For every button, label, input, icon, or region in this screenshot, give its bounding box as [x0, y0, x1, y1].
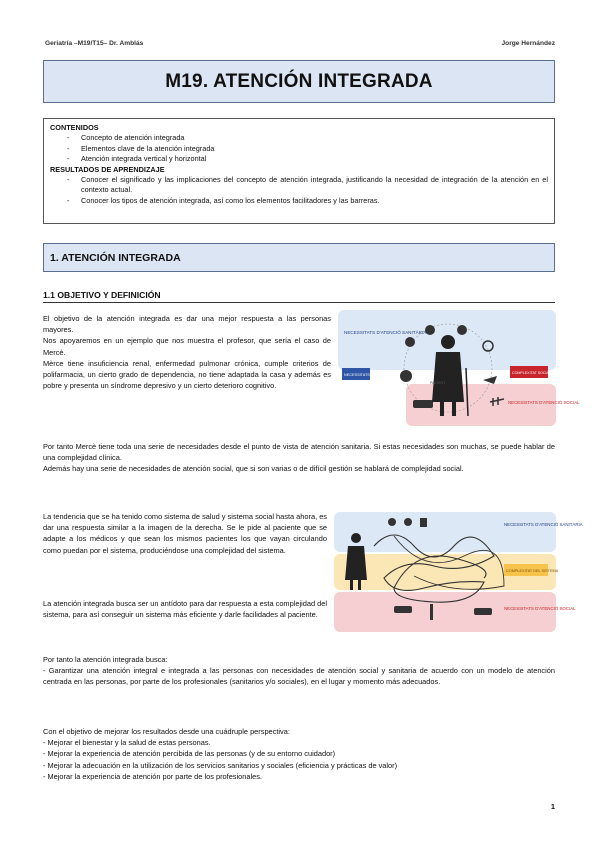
paragraph-antidote: La atención integrada busca ser un antídoto para dar respuesta a esta complejidad del sistema, para así conseguir un sistema más eficiente y darle facilidades al paciente. [43, 599, 327, 620]
paragraph-line: Mèrce tiene insuficiencia renal, enfermedad pulmonar crónica, cumple criterios de polifarmacia, un cierto grado de dependencia, no tiene adaptada la casa y además es pobre y presenta un síndrome depresivo y un cierto deterioro cognitivo. [43, 358, 331, 391]
contents-heading: CONTENIDOS [50, 123, 99, 132]
results-item: - Conocer el significado y las implicaciones del concepto de atención integrada, justificando la necesidad de integración de la atención en el contexto actual. [50, 175, 548, 196]
fig2-label-system: COMPLEXITAT DEL SISTEMA [506, 569, 559, 573]
figure-merce-needs [338, 308, 580, 426]
fig2-label-social: NECESSITATS D'ATENCIÓ SOCIAL [504, 606, 576, 611]
title-banner [43, 60, 555, 103]
page-number: 1 [550, 802, 555, 811]
subsection-title: 1.1 OBJETIVO Y DEFINICIÓN [43, 290, 555, 303]
section-title: 1. ATENCIÓN INTEGRADA [50, 251, 181, 264]
fig1-label-social-complexity: COMPLEXITAT SOCIAL [512, 371, 551, 375]
fig1-label-care: NECESSITATS DE CURA [344, 373, 388, 377]
fig2-label-health: NECESSITATS D'ATENCIÓ SANITÀRIA [504, 522, 583, 527]
header-right: Jorge Hernández [501, 40, 555, 47]
results-heading: RESULTADOS DE APRENDIZAJE [50, 164, 165, 174]
contents-item: - Concepto de atención integrada [50, 133, 548, 143]
paragraph-line: Por tanto la atención integrada busca: [43, 655, 168, 664]
header-left: Geriatría –M19/T15– Dr. Amblás [45, 40, 144, 47]
paragraph-line: El objetivo de la atención integrada es dar una mejor respuesta a las personas mayores. [43, 314, 331, 335]
fig1-label-social: NECESSITATS D'ATENCIÓ SOCIAL [508, 400, 580, 405]
paragraph-line: Por tanto Mercè tiene toda una serie de necesidades desde el punto de vista de atención sanitaria. Si estas necesidades son muchas, se puede hablar de una complejidad clínica. [43, 442, 555, 463]
list-item: - Mejorar la adecuación en la utilización de los servicios sanitarios y sociales (eficiencia y prácticas de valor) [43, 760, 398, 770]
fig1-center-label: PACIENT [430, 381, 446, 385]
figure-system-complexity [334, 506, 583, 636]
fig1-label-health: NECESSITATS D'ATENCIÓ SANITÀRIA [344, 330, 427, 335]
paragraph-line: Además hay una serie de necesidades de atención social, que si son varias o de difícil gestión se hablará de complejidad social. [43, 464, 464, 474]
section-banner [43, 243, 555, 272]
paragraph-aims [43, 654, 555, 688]
paragraph-line: Nos apoyaremos en un ejemplo que nos muestra el profesor, que sería el caso de Mercè. [43, 336, 331, 357]
paragraph-tendency: La tendencia que se ha tenido como sistema de salud y sistema social hasta ahora, es dar una respuesta similar a la imagen de la derecha. Se le pide al paciente que se adapte a los médicos y que sean los mismos pacientes los que vayan circulando como puedan por el sistema, produciéndose una complejidad del sistema. [43, 512, 327, 555]
paragraph-outcomes [43, 726, 555, 782]
document-title: M19. ATENCIÓN INTEGRADA [165, 70, 433, 92]
figure-merce-svg [338, 308, 580, 426]
paragraph-complexity [43, 441, 555, 475]
figure-system-svg [334, 506, 583, 636]
paragraph-objective [43, 313, 331, 391]
list-item: - Mejorar la experiencia de atención por parte de los profesionales. [43, 771, 262, 781]
contents-box [43, 118, 555, 224]
list-item: - Mejorar el bienestar y la salud de estas personas. [43, 738, 211, 748]
contents-item: - Atención integrada vertical y horizontal [50, 154, 548, 164]
results-item: - Conocer los tipos de atención integrada, así como los elementos facilitadores y las barreras. [50, 196, 548, 206]
paragraph-line: - Garantizar una atención integral e integrada a las personas con necesidades de atención social y sanitaria de acuerdo con un modelo de atención centrada en las personas, por parte de los profesionales (sanitarios y/o sociales), en el lugar y momento más adecuados. [43, 666, 555, 687]
paragraph-line: Con el objetivo de mejorar los resultados desde una cuádruple perspectiva: [43, 727, 290, 736]
list-item: - Mejorar la experiencia de atención percibida de las personas (y de su entorno cuidador) [43, 749, 336, 759]
contents-item: - Elementos clave de la atención integrada [50, 144, 548, 154]
